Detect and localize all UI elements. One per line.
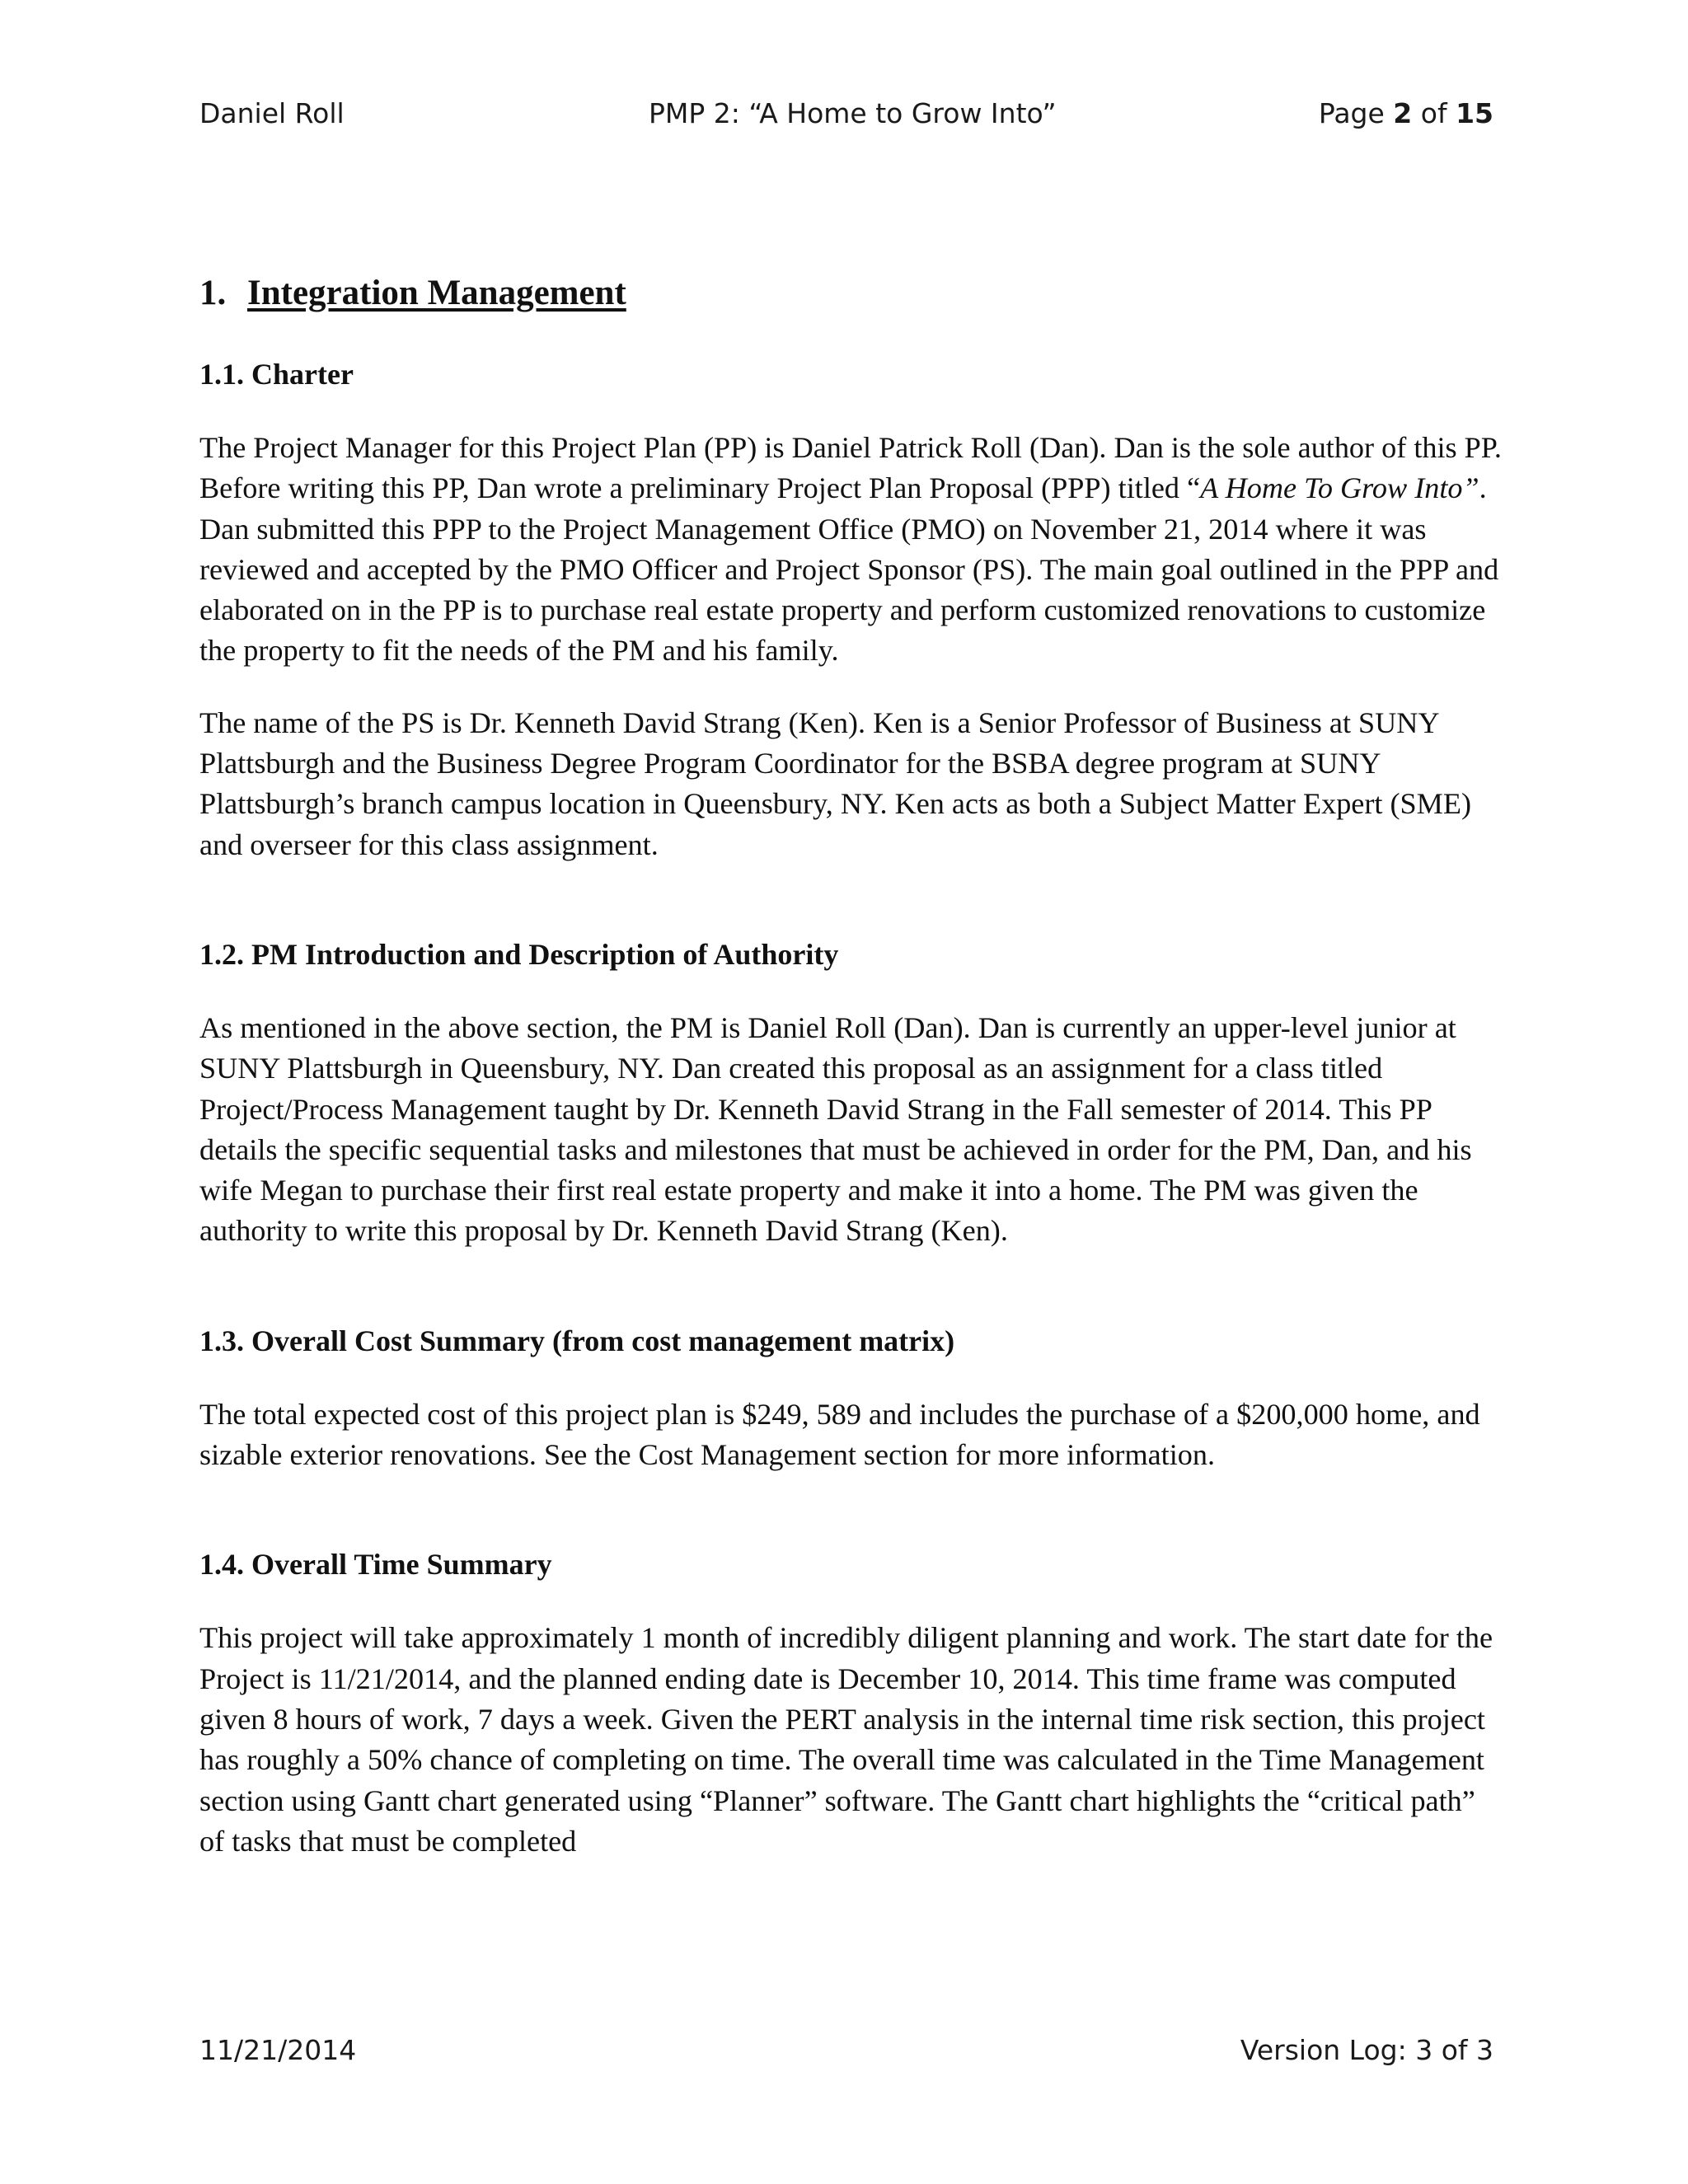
header-page-number <box>1319 97 1493 129</box>
subsection-heading-pm-intro: 1.2. PM Introduction and Description of Authority <box>199 937 839 971</box>
cost-paragraph: The total expected cost of this project plan is $249, 589 and includes the purchase of a $200,000 home, and sizable exterior renovations. See the Cost Management section for more information. <box>199 1397 1480 1472</box>
header-title: PMP 2: “A Home to Grow Into” <box>649 97 1057 129</box>
header-author: Daniel Roll <box>199 97 345 129</box>
section-number: 1. <box>199 274 227 312</box>
charter-para1-part-a: The Project Manager for this Project Plan (PP) is Daniel Patrick Roll (Dan). Dan is the sole author of this PP. Before writing this PP, Dan wrote a preliminary Project Plan Proposal (PPP) titled “ <box>199 431 1502 505</box>
document-body <box>199 269 1502 1862</box>
time-paragraph: This project will take approximately 1 month of incredibly diligent planning and work. The start date for the Project is 11/21/2014, and the planned ending date is December 10, 2014. This time frame was computed given 8 hours of work, 7 days a week. Given the PERT analysis in the internal time risk section, this project has roughly a 50% chance of completing on time. The overall time was calculated in the Time Management section using Gantt chart generated using “Planner” software. The Gantt chart highlights the “critical path” of tasks that must be completed <box>199 1621 1493 1858</box>
charter-paragraph-1 <box>199 428 1502 672</box>
footer-date: 11/21/2014 <box>199 2034 357 2066</box>
subsection-heading-cost: 1.3. Overall Cost Summary (from cost management matrix) <box>199 1324 955 1357</box>
pm-intro-paragraph: As mentioned in the above section, the PM is Daniel Roll (Dan). Dan is currently an upper-level junior at SUNY Plattsburgh in Queensbury, NY. Dan created this proposal as an assignment for a class titled Project/Process Management taught by Dr. Kenneth David Strang in the Fall semester of 2014. This PP details the specific sequential tasks and milestones that must be achieved in order for the PM, Dan, and his wife Megan to purchase their first real estate property and make it into a home. The PM was given the authority to write this proposal by Dr. Kenneth David Strang (Ken). <box>199 1010 1472 1248</box>
section-title: Integration Management <box>247 274 626 312</box>
subsection-heading-charter: 1.1. Charter <box>199 358 354 391</box>
page-prefix: Page <box>1318 97 1394 129</box>
subsection-heading-time: 1.4. Overall Time Summary <box>199 1548 552 1582</box>
charter-para1-italic-title: A Home To Grow Into” <box>1200 471 1479 505</box>
page-total: 15 <box>1456 97 1493 129</box>
page-footer <box>199 2034 1493 2075</box>
page-header <box>199 97 1493 138</box>
page-mid: of <box>1412 97 1456 129</box>
page-current: 2 <box>1393 97 1413 129</box>
charter-para1-part-b: . Dan submitted this PPP to the Project Management Office (PMO) on November 21, 2014 where it was reviewed and accepted by the PMO Officer and Project Sponsor (PS). The main goal outlined in the PPP and elaborated on in the PP is to purchase real estate property and perform customized renovations to customize the property to fit the needs of the PM and his family. <box>199 471 1499 668</box>
charter-paragraph-2: The name of the PS is Dr. Kenneth David Strang (Ken). Ken is a Senior Professor of Business at SUNY Plattsburgh and the Business Degree Program Coordinator for the BSBA degree program at SUNY Plattsburgh’s branch campus location in Queensbury, NY. Ken acts as both a Subject Matter Expert (SME) and overseer for this class assignment. <box>199 705 1472 861</box>
section-heading <box>199 269 1502 318</box>
footer-version: Version Log: 3 of 3 <box>1240 2034 1493 2066</box>
